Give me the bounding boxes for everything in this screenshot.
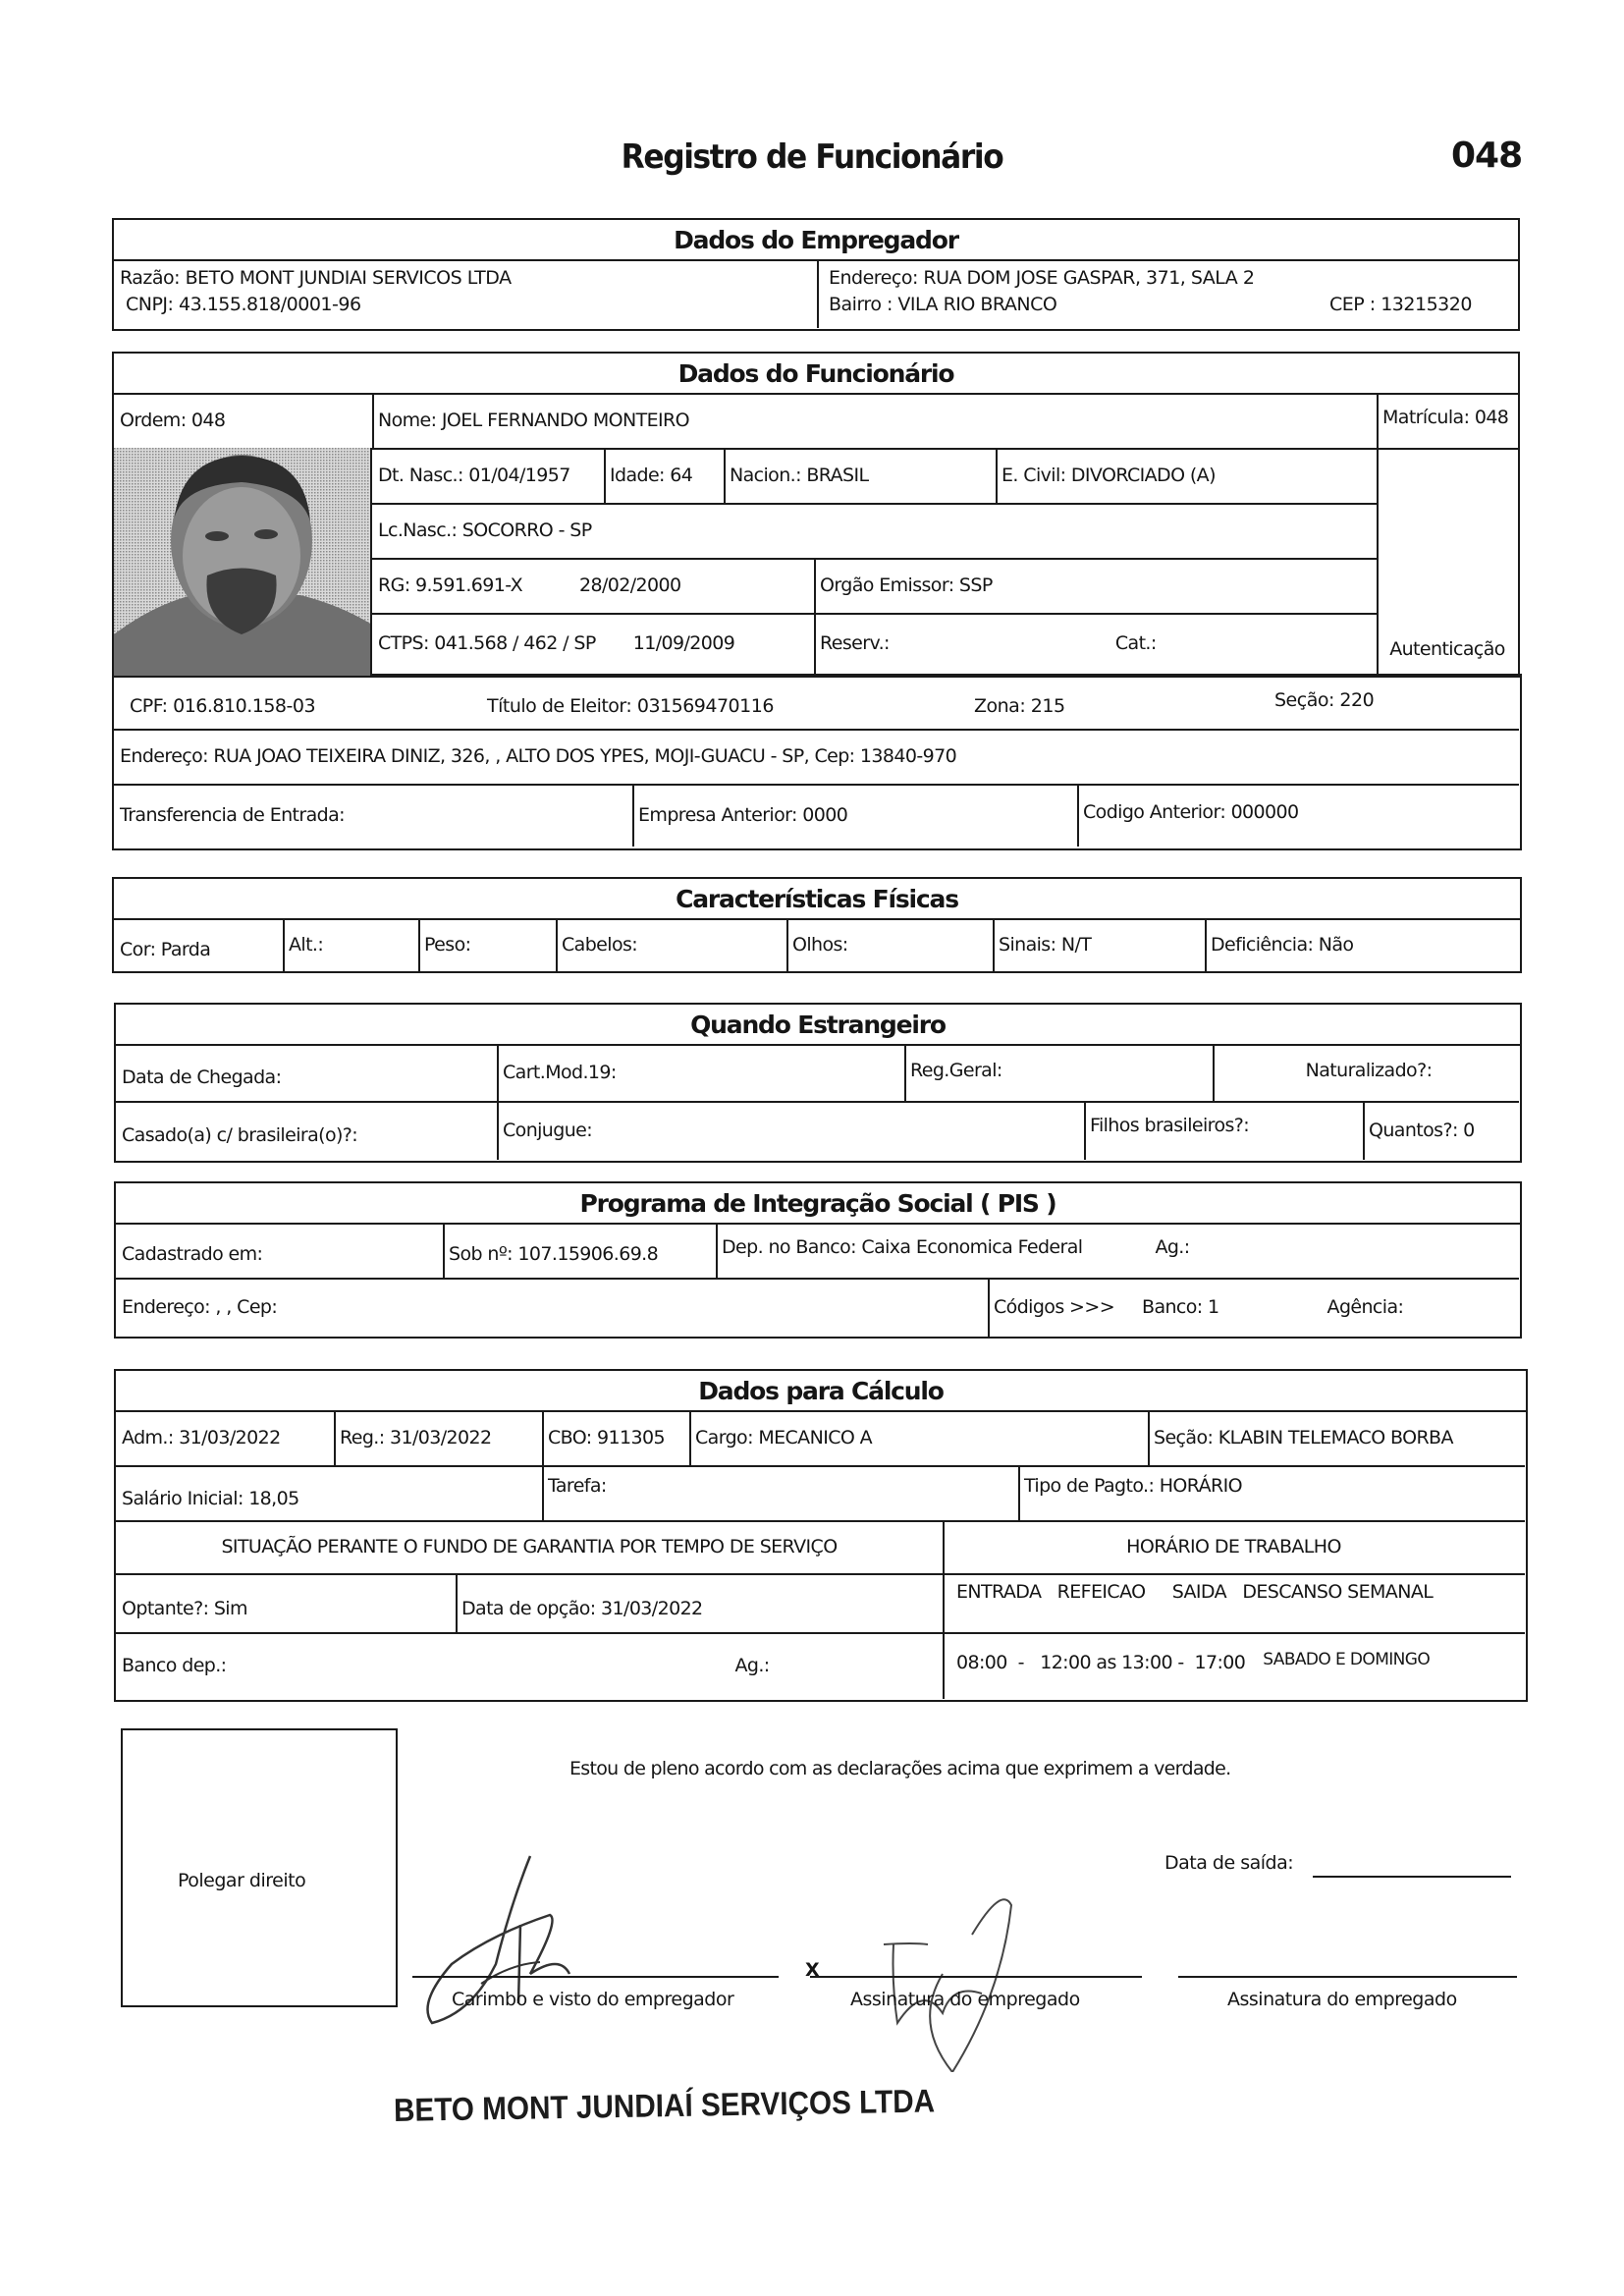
employee-endereco: Endereço: RUA JOAO TEIXEIRA DINIZ, 326, , ALTO DOS YPES, MOJI-GUACU - SP, Cep: 13840-970 xyxy=(114,729,1519,786)
employee-signature-label-2: Assinatura do empregado xyxy=(1227,1989,1457,2010)
foreigner-filhos: Filhos brasileiros?: xyxy=(1084,1101,1365,1160)
employee-reserv-cell xyxy=(814,613,1379,676)
calc-banco-dep-cell xyxy=(116,1632,945,1699)
calc-ag: Ag.: xyxy=(734,1655,770,1676)
thumbprint-box xyxy=(121,1728,398,2007)
calc-descanso: SABADO E DOMINGO xyxy=(1263,1650,1431,1669)
exit-date-line xyxy=(1313,1876,1511,1878)
foreigner-reg-geral: Reg.Geral: xyxy=(904,1044,1215,1103)
employee-rg-cell xyxy=(372,558,816,615)
employee-rg: RG: 9.591.691-X xyxy=(378,574,522,596)
calc-section-title: Dados para Cálculo xyxy=(116,1371,1526,1412)
employer-bairro: Bairro : VILA RIO BRANCO xyxy=(829,294,1057,315)
calc-horario-values-cell xyxy=(943,1632,1525,1699)
signature-x-mark: X xyxy=(805,1959,820,1981)
employee-empresa-anterior: Empresa Anterior: 0000 xyxy=(632,784,1079,847)
employee-dt-nasc: Dt. Nasc.: 01/04/1957 xyxy=(372,448,606,505)
employer-signature-icon xyxy=(412,1846,648,2043)
employee-transferencia: Transferencia de Entrada: xyxy=(114,784,634,847)
foreigner-section-title: Quando Estrangeiro xyxy=(116,1005,1520,1046)
calc-data-opcao: Data de opção: 31/03/2022 xyxy=(456,1573,945,1634)
calc-tarefa: Tarefa: xyxy=(542,1465,1020,1522)
page-title: Registro de Funcionário xyxy=(621,137,1003,177)
pis-agencia: Agência: xyxy=(1326,1296,1404,1318)
foreigner-conjugue: Conjugue: xyxy=(497,1101,1086,1160)
employer-signature-label: Carimbo e visto do empregador xyxy=(452,1989,734,2010)
employee-idade: Idade: 64 xyxy=(604,448,726,505)
employee-section xyxy=(112,352,1520,678)
employee-secao: Seção: 220 xyxy=(1274,689,1375,711)
physical-alt: Alt.: xyxy=(283,918,420,971)
employer-razao: Razão: BETO MONT JUNDIAI SERVICOS LTDA xyxy=(120,267,512,289)
employee-matricula: Matrícula: 048 xyxy=(1377,393,1518,450)
foreigner-section xyxy=(114,1003,1522,1163)
physical-deficiencia: Deficiência: Não xyxy=(1211,934,1354,956)
employee-docs-row xyxy=(114,674,1519,731)
calc-fgts-title: SITUAÇÃO PERANTE O FUNDO DE GARANTIA POR TEMPO DE SERVIÇO xyxy=(116,1520,945,1575)
pis-endereco: Endereço: , , Cep: xyxy=(116,1278,990,1337)
employee-nacion: Nacion.: BRASIL xyxy=(724,448,998,505)
pis-codigos: Códigos >>> xyxy=(994,1296,1115,1318)
document-number: 048 xyxy=(1451,136,1523,176)
foreigner-naturalizado: Naturalizado?: xyxy=(1213,1044,1519,1103)
calc-cargo: Cargo: MECANICO A xyxy=(689,1410,1150,1467)
physical-section xyxy=(112,877,1522,973)
employer-address: Endereço: RUA DOM JOSE GASPAR, 371, SALA 2 xyxy=(829,267,1255,289)
calc-reg: Reg.: 31/03/2022 xyxy=(334,1410,544,1467)
pis-banco: Banco: 1 xyxy=(1142,1296,1219,1318)
employer-cep: CEP : 13215320 xyxy=(1329,294,1472,315)
calc-salario: Salário Inicial: 18,05 xyxy=(116,1465,544,1522)
employee-cat: Cat.: xyxy=(1114,632,1157,654)
employee-signature-label-1: Assinatura do empregado xyxy=(850,1989,1080,2010)
employee-codigo-anterior: Codigo Anterior: 000000 xyxy=(1083,801,1299,823)
calc-optante: Optante?: Sim xyxy=(116,1573,458,1634)
employee-nome: Nome: JOEL FERNANDO MONTEIRO xyxy=(372,393,1379,450)
physical-olhos: Olhos: xyxy=(786,918,995,971)
employee-ctps-cell xyxy=(372,613,816,676)
employee-signature-icon xyxy=(835,1876,1060,2072)
exit-date-label: Data de saída: xyxy=(1164,1852,1294,1874)
calc-banco-dep: Banco dep.: xyxy=(122,1655,227,1676)
physical-sinais: Sinais: N/T xyxy=(993,918,1207,971)
employer-cnpj: CNPJ: 43.155.818/0001-96 xyxy=(126,294,361,315)
physical-section-title: Características Físicas xyxy=(114,879,1520,920)
thumbprint-label: Polegar direito xyxy=(178,1870,306,1891)
employee-signature-line-1 xyxy=(810,1976,1142,1978)
calc-secao: Seção: KLABIN TELEMACO BORBA xyxy=(1148,1410,1525,1467)
calc-tipo-pagto: Tipo de Pagto.: HORÁRIO xyxy=(1018,1465,1525,1522)
pis-section xyxy=(114,1181,1522,1339)
calc-horario-title: HORÁRIO DE TRABALHO xyxy=(943,1520,1525,1575)
foreigner-casado: Casado(a) c/ brasileira(o)?: xyxy=(116,1101,499,1160)
employee-cpf: CPF: 016.810.158-03 xyxy=(130,695,316,717)
employee-lc-nasc: Lc.Nasc.: SOCORRO - SP xyxy=(372,503,1379,560)
employee-orgao-emissor: Orgão Emissor: SSP xyxy=(814,558,1379,615)
employee-ordem: Ordem: 048 xyxy=(114,393,374,450)
foreigner-quantos: Quantos?: 0 xyxy=(1369,1120,1475,1141)
declaration-text: Estou de pleno acordo com as declarações acima que exprimem a verdade. xyxy=(569,1758,1231,1779)
calc-section xyxy=(114,1369,1528,1702)
physical-cor: Cor: Parda xyxy=(114,918,285,971)
pis-cadastrado: Cadastrado em: xyxy=(116,1223,445,1280)
physical-cabelos: Cabelos: xyxy=(556,918,788,971)
foreigner-cart-mod: Cart.Mod.19: xyxy=(497,1044,906,1103)
employee-signature-line-2 xyxy=(1178,1976,1517,1978)
pis-codigos-cell xyxy=(988,1278,1519,1337)
employee-e-civil: E. Civil: DIVORCIADO (A) xyxy=(996,448,1379,505)
employee-portrait-icon xyxy=(114,448,372,676)
pis-ag: Ag.: xyxy=(1155,1236,1190,1258)
employee-titulo-eleitor: Título de Eleitor: 031569470116 xyxy=(487,695,774,717)
employee-section-lower xyxy=(112,674,1522,850)
foreigner-data-chegada: Data de Chegada: xyxy=(116,1044,499,1103)
calc-cbo: CBO: 911305 xyxy=(542,1410,691,1467)
employee-photo xyxy=(114,448,372,676)
employer-left-cell xyxy=(114,259,819,328)
pis-dep-banco-cell xyxy=(716,1223,1519,1280)
employer-section-title: Dados do Empregador xyxy=(114,220,1518,261)
calc-horario-cols: ENTRADA REFEICAO SAIDA DESCANSO SEMANAL xyxy=(943,1573,1525,1634)
employee-autenticacao: Autenticação xyxy=(1377,448,1518,676)
employer-signature-line xyxy=(412,1976,779,1978)
pis-dep-banco: Dep. no Banco: Caixa Economica Federal xyxy=(722,1236,1083,1258)
calc-horario-values: 08:00 - 12:00 as 13:00 - 17:00 xyxy=(956,1652,1246,1673)
calc-adm: Adm.: 31/03/2022 xyxy=(116,1410,336,1467)
employer-section xyxy=(112,218,1520,331)
employee-zona: Zona: 215 xyxy=(974,695,1065,717)
employee-section-title: Dados do Funcionário xyxy=(114,354,1518,395)
employee-ctps-date: 11/09/2009 xyxy=(632,632,735,654)
company-stamp: BETO MONT JUNDIAÍ SERVIÇOS LTDA xyxy=(393,2082,936,2128)
pis-sob-no: Sob nº: 107.15906.69.8 xyxy=(443,1223,718,1280)
physical-peso: Peso: xyxy=(418,918,558,971)
employee-reserv: Reserv.: xyxy=(820,632,890,654)
pis-section-title: Programa de Integração Social ( PIS ) xyxy=(116,1183,1520,1225)
employee-rg-date: 28/02/2000 xyxy=(579,574,681,596)
employee-ctps: CTPS: 041.568 / 462 / SP xyxy=(378,632,596,654)
